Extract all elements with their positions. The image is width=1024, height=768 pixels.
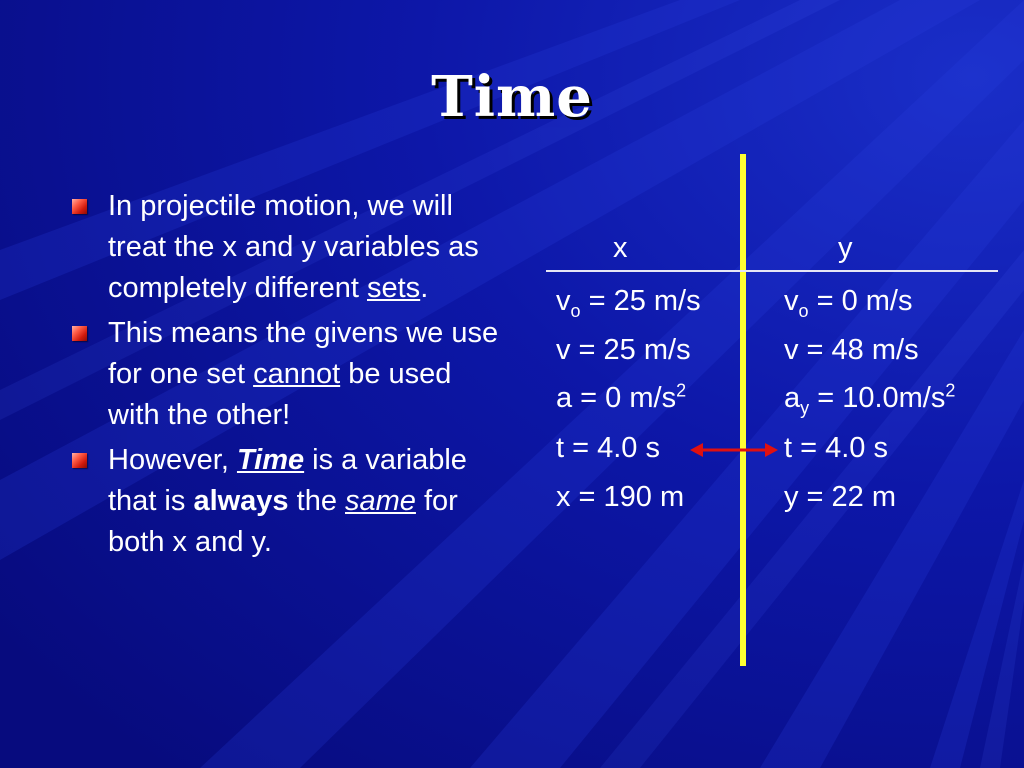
bullet-emphasis-text: Time <box>236 444 305 476</box>
bullet-italic-underlined-text: same <box>345 485 416 517</box>
column-header-x: x <box>613 232 628 264</box>
slide-title: Time <box>431 64 593 130</box>
bullet-text: This means the givens we use for one set <box>108 317 499 390</box>
table-cell-y: y = 22 m <box>784 481 897 513</box>
bullet-item <box>70 186 510 309</box>
cell-superscript: 2 <box>676 380 687 401</box>
cell-subscript: o <box>570 300 581 321</box>
bullet-item <box>70 440 510 563</box>
table-cell-y: v = 48 m/s <box>784 334 919 366</box>
column-header-y: y <box>838 232 853 264</box>
cell-text: = 10.0m/s <box>809 382 946 414</box>
table-cell-x: x = 190 m <box>556 481 685 513</box>
cell-text: a = 0 m/s <box>556 382 677 414</box>
table-cell-y <box>784 380 955 416</box>
cell-text: a <box>784 382 801 414</box>
table-cell-x: v = 25 m/s <box>556 334 691 366</box>
double-headed-arrow-icon <box>690 440 778 460</box>
bullet-text: In projectile motion, we will treat the x and y variables as completely different <box>108 190 479 304</box>
header-rule <box>546 270 998 272</box>
table-cell-y: t = 4.0 s <box>784 432 888 464</box>
cell-text: v <box>556 285 571 317</box>
bullet-text: for both x and y. <box>108 485 458 558</box>
bullet-list <box>70 186 510 567</box>
bullet-text: However, <box>108 444 237 476</box>
bullet-bold-text: always <box>193 485 289 517</box>
column-divider <box>740 154 746 666</box>
red-square-bullet-icon <box>72 326 87 341</box>
cell-subscript: o <box>798 300 809 321</box>
red-square-bullet-icon <box>72 199 87 214</box>
cell-superscript: 2 <box>945 380 956 401</box>
bullet-underlined-text: cannot <box>253 358 341 390</box>
table-cell-x <box>556 283 701 319</box>
table-cell-y <box>784 283 912 319</box>
red-square-bullet-icon <box>72 453 87 468</box>
bullet-underlined-text: sets <box>367 272 421 304</box>
bullet-item <box>70 313 510 436</box>
cell-text: v <box>784 285 799 317</box>
table-cell-x: t = 4.0 s <box>556 432 660 464</box>
table-cell-x <box>556 380 686 416</box>
bullet-text: be used with the other! <box>108 358 452 431</box>
cell-text: = 0 m/s <box>808 285 913 317</box>
cell-text: = 25 m/s <box>580 285 701 317</box>
bullet-text: is a variable that is <box>108 444 467 517</box>
cell-subscript: y <box>800 397 810 418</box>
bullet-text: . <box>420 272 429 304</box>
bullet-text: the <box>288 485 346 517</box>
